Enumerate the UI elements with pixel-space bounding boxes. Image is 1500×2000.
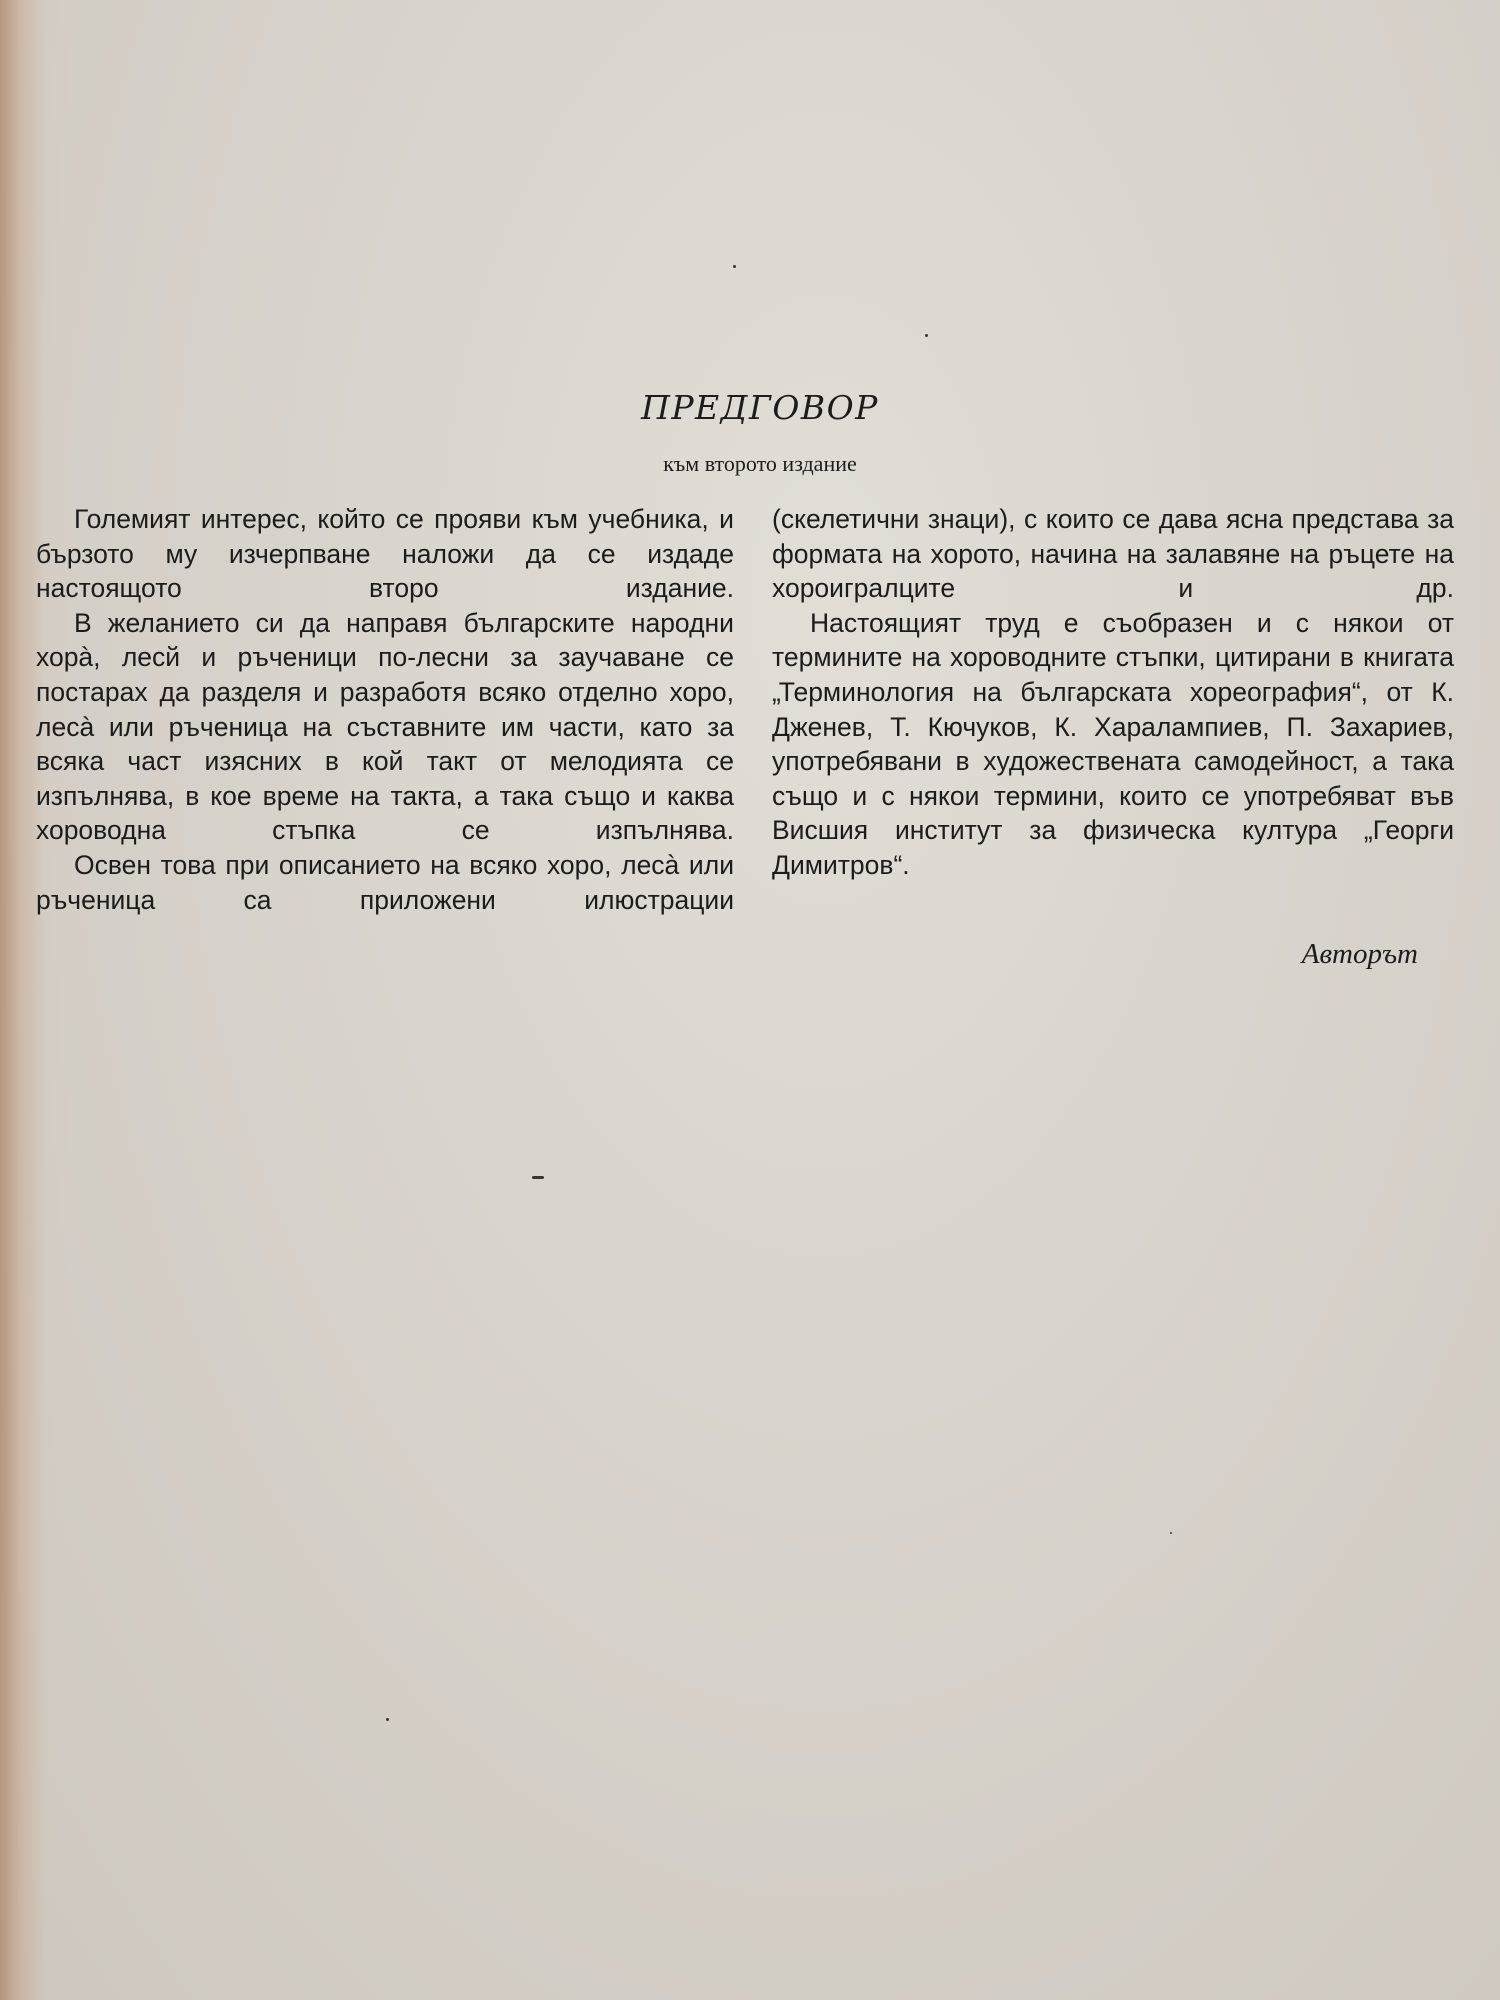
right-column [772, 502, 1454, 883]
left-column [36, 502, 734, 917]
paper-speck [386, 1718, 389, 1721]
paper-speck [733, 265, 736, 268]
author-signature: Авторът [1301, 938, 1418, 970]
paper-speck [1170, 1532, 1172, 1534]
paper-speck [532, 1176, 544, 1179]
paragraph-intro: Големият интерес, който се прояви към учебника, и бързото му изчерпване наложи да се издаде настоящото второ издание. [36, 504, 734, 604]
paragraph-method: В желанието си да направя българските народни хорà, лесй и ръченици по-лесни за заучаване се постарах да разделя и разработя всяко отделно хоро, лесà или ръченица на съставните им части, като за всяка част изясних в кой такт от мелодията се изпълнява, в кое време на такта, а така също и каква хороводна стъпка се изпълнява. [36, 607, 734, 846]
page-title: ПРЕДГОВОР [641, 388, 879, 427]
paragraph-terminology: Настоящият труд е съобразен и с някои от термините на хороводните стъпки, цитирани в книгата „Терминология на българската хореография“, от К. Дженев, Т. Кючуков, К. Харалампиев, П. Захариев, употребявани в художествената самодейност, а така също и с някои термини, които се употребяват във Висшия институт за физическа култура „Георги Димитров“. [772, 607, 1454, 880]
page-subtitle: към второто издание [663, 451, 857, 476]
paragraph-continuation: (скелетични знаци), с които се дава ясна представа за формата на хорото, начина на залавяне на ръцете на хороигралците и др. [772, 504, 1454, 604]
paper-speck [925, 334, 928, 337]
paragraph-illustrations: Освен това при описанието на всяко хоро, лесà или ръченица са приложени илюстрации [36, 849, 734, 915]
